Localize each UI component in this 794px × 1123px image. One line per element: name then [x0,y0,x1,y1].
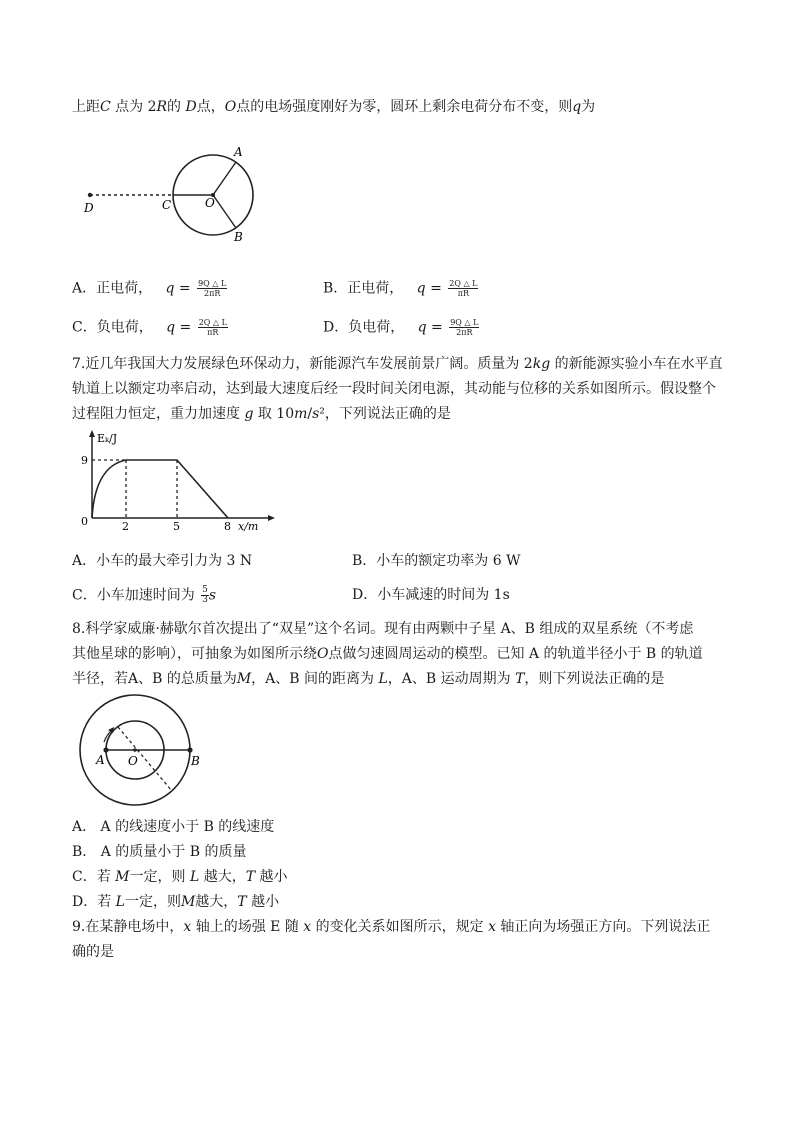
q8-option-d[interactable]: D．若 𝐿一定，则𝑀越大，𝑇 越小 [72,894,280,910]
q8-option-c[interactable]: C．若 𝑀一定，则 𝐿 越大，𝑇 越小 [72,869,288,885]
q6-option-b[interactable]: B．正电荷， q = $\frac{2Q \triangle L}{\pi R}$ [323,279,478,298]
q6-option-c[interactable]: C．负电荷， q = $\frac{2Q \triangle L}{\pi R}$ [72,318,227,337]
chart-xtick-8: 8 [224,520,231,533]
chart-ylabel: Eₖ/J [97,432,118,445]
chart-xtick-2: 2 [122,520,129,533]
star-label-a: A [96,753,105,767]
q8-line-1: 8.科学家威廉·赫歇尔首次提出了“双星”这个名词。现有由两颗中子星 A、B 组成的双星系统（不考虑 [72,621,694,637]
star-label-o: O [128,754,138,768]
label-b: B [234,230,243,244]
q7-option-a[interactable]: A．小车的最大牵引力为 3 N [72,553,253,569]
chart-ytick-9: 9 [81,454,88,467]
chart-xtick-5: 5 [173,520,180,533]
label-d: D [84,201,94,215]
q6-ring-figure [78,140,278,260]
q8-option-b[interactable]: B． A 的质量小于 B 的质量 [72,844,247,860]
q7-option-c[interactable]: C．小车加速时间为 $\frac{5}{3}$ s [72,585,217,605]
q7-option-d[interactable]: D．小车减速的时间为 1s [352,587,510,603]
label-c: C [162,198,172,212]
q8-binary-star-figure [78,694,218,806]
label-o: O [205,196,215,210]
q7-line-3: 过程阻力恒定，重力加速度 𝑔 取 10𝑚/𝑠²，下列说法正确的是 [72,406,451,422]
star-label-b: B [191,754,200,768]
q7-energy-chart [72,428,282,534]
q8-line-2: 其他星球的影响），可抽象为如图所示绕𝑂点做匀速圆周运动的模型。已知 A 的轨道半径小于 B 的轨道 [72,646,703,662]
q7-line-1: 7.近几年我国大力发展绿色环保动力，新能源汽车发展前景广阔。质量为 2𝑘𝑔 的新能源实验小车在水平直 [72,356,723,372]
q7-line-2: 轨道上以额定功率启动，达到最大速度后经一段时间关闭电源，其动能与位移的关系如图所示。假设整个 [72,381,716,397]
q6-intro: 上距𝐶 点为 2𝑅的 𝐷点，𝑂点的电场强度刚好为零，圆环上剩余电荷分布不变，则𝑞为 [72,99,596,115]
q8-option-a[interactable]: A． A 的线速度小于 B 的线速度 [72,819,275,835]
q6-option-d[interactable]: D．负电荷， q = $\frac{9Q \triangle L}{2\pi R}$ [323,318,479,337]
q9-line-2: 确的是 [72,944,114,960]
label-a: A [234,145,243,159]
q6-option-a[interactable]: A．正电荷， q = $\frac{9Q \triangle L}{2\pi R}$ [72,279,227,298]
q8-line-3: 半径，若A、B 的总质量为𝑀，A、B 间的距离为 𝐿，A、B 运动周期为 𝑇，则下列说法正确的是 [72,671,665,687]
q9-line-1: 9.在某静电场中，𝑥 轴上的场强 E 随 𝑥 的变化关系如图所示，规定 𝑥 轴正向为场强正方向。下列说法正 [72,919,711,935]
chart-xlabel: x/m [238,520,259,533]
chart-origin: 0 [81,515,88,528]
q7-option-b[interactable]: B．小车的额定功率为 6 W [352,553,521,569]
